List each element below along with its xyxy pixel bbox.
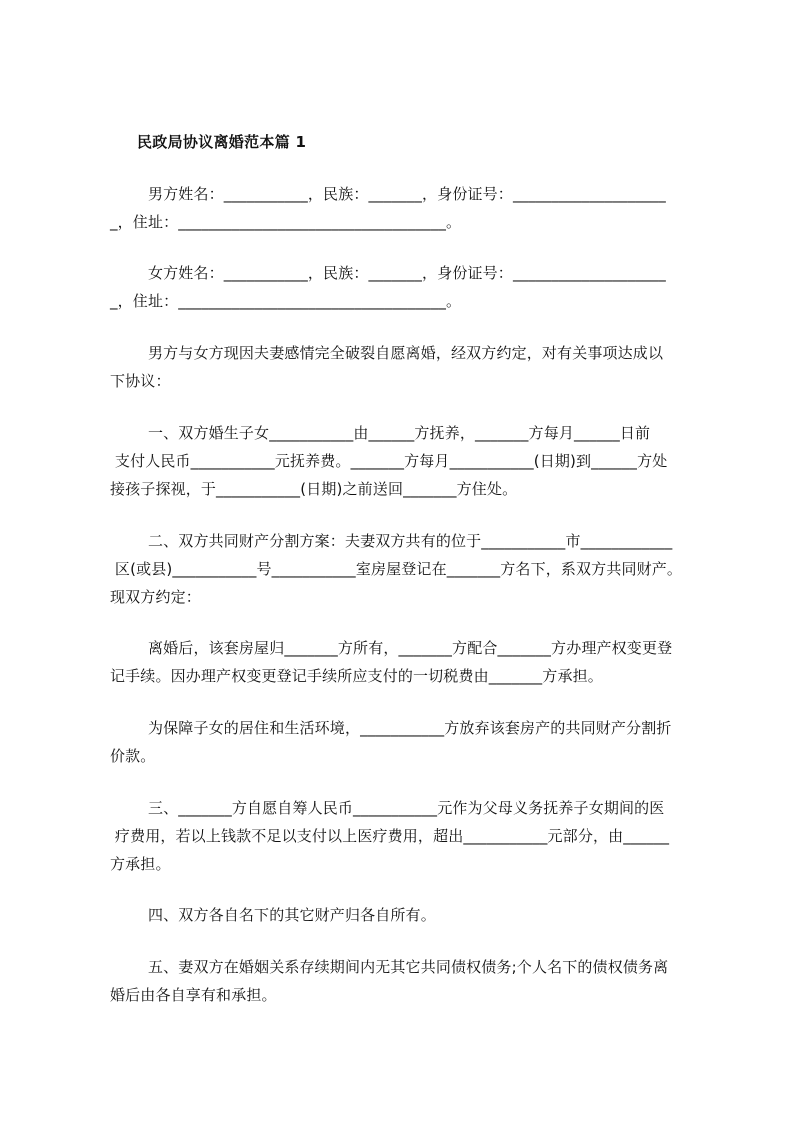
clause-man-info-line-1: 男方姓名：___________，民族：_______，身份证号：____________________ <box>148 185 666 203</box>
clause-house-line-2: 记手续。因办理产权变更登记手续所应支付的一切税费由_______方承担。 <box>110 667 603 685</box>
clause-1-line-2: 支付人民币___________元抚养费。_______方每月___________(日期)到______方处 <box>110 452 668 470</box>
clause-3-line-2: 疗费用，若以上钱款不足以支付以上医疗费用，超出___________元部分，由______ <box>110 827 670 845</box>
clause-3-line-1: 三、_______方自愿自筹人民币___________元作为父母义务抚养子女期间的医 <box>148 799 665 817</box>
clause-2-line-2: 区(或县)___________号___________室房屋登记在_______方名下，系双方共同财产。 <box>110 560 683 578</box>
clause-woman-info-line-1: 女方姓名：___________，民族：_______，身份证号：____________________ <box>148 264 666 282</box>
clause-child-housing-line-2: 价款。 <box>110 747 156 765</box>
clause-4-line-1: 四、双方各自名下的其它财产归各自所有。 <box>148 906 436 924</box>
clause-3-line-3: 方承担。 <box>110 855 171 873</box>
clause-2-line-1: 二、双方共同财产分割方案：夫妻双方共有的位于___________市____________ <box>148 532 673 550</box>
clause-child-housing-line-1: 为保障子女的居住和生活环境，___________方放弃该套房产的共同财产分割折 <box>148 719 672 737</box>
clause-5-line-1: 五、妻双方在婚姻关系存续期间内无其它共同债权债务;个人名下的债权债务离 <box>148 958 669 976</box>
preamble-line-2: 下协议： <box>110 372 171 390</box>
clause-2-line-3: 现双方约定： <box>110 588 201 606</box>
document-title: 民政局协议离婚范本篇 1 <box>137 133 307 151</box>
clause-woman-info-line-2: _，住址：___________________________________。 <box>110 292 462 310</box>
clause-house-line-1: 离婚后，该套房屋归_______方所有，_______方配合_______方办理产权变更登 <box>148 639 673 657</box>
clause-1-line-1: 一、双方婚生子女___________由______方抚养，_______方每月______日前 <box>148 424 651 442</box>
clause-5-line-2: 婚后由各自享有和承担。 <box>110 986 277 1004</box>
preamble-line-1: 男方与女方现因夫妻感情完全破裂自愿离婚，经双方约定，对有关事项达成以 <box>148 344 664 362</box>
clause-man-info-line-2: _，住址：___________________________________。 <box>110 213 462 231</box>
clause-1-line-3: 接孩子探视，于___________(日期)之前送回_______方住处。 <box>110 480 518 498</box>
